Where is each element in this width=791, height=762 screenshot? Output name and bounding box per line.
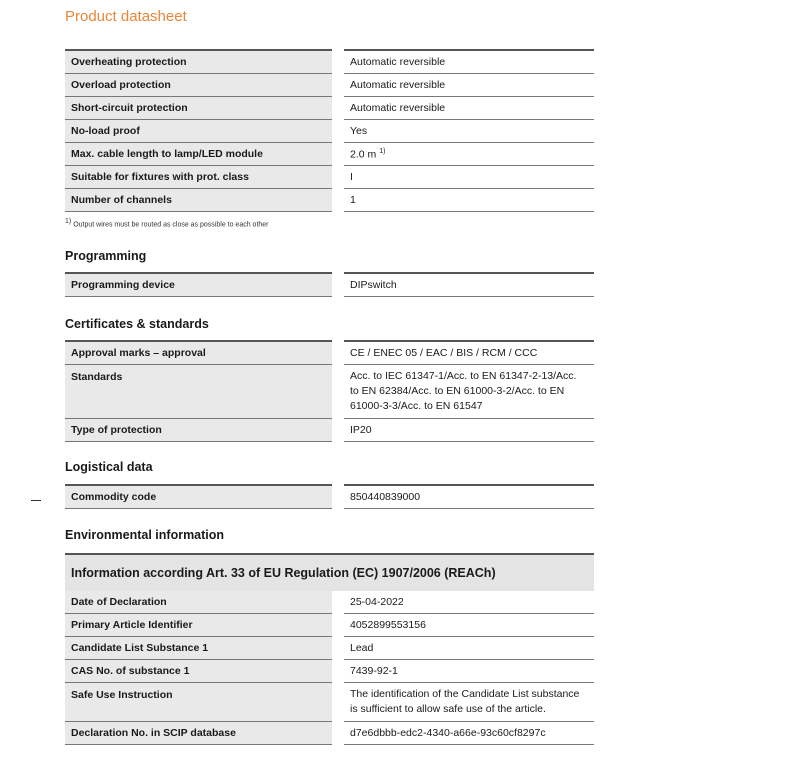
row-label: Candidate List Substance 1 [65,637,338,660]
reach-header [65,553,594,591]
section-title-environmental: Environmental information [65,528,225,542]
row-value: 4052899553156 [338,614,594,637]
table-row [65,485,594,509]
row-value: CE / ENEC 05 / EAC / BIS / RCM / CCC [338,341,594,365]
row-label: Number of channels [65,189,338,212]
footnote-ref: 1) [379,147,386,155]
protection-table [65,49,594,212]
section-title-certificates: Certificates & standards [65,317,209,331]
table-row [65,419,594,442]
row-value: Automatic reversible [338,97,594,120]
programming-table [65,272,594,297]
row-label: Overload protection [65,74,338,97]
row-label: Programming device [65,273,338,297]
table-row [65,189,594,212]
value-text: 2.0 m [350,148,377,161]
row-label: Max. cable length to lamp/LED module [65,143,338,166]
row-label: Short-circuit protection [65,97,338,120]
margin-dash [31,500,41,501]
table-row [65,273,594,297]
row-label: Date of Declaration [65,591,338,614]
row-value: 850440839000 [338,485,594,509]
table-row [65,365,594,419]
table-row [65,591,594,614]
row-value: DIPswitch [338,273,594,297]
row-value: Acc. to IEC 61347-1/Acc. to EN 61347-2-13/Acc. to EN 62384/Acc. to EN 61000-3-2/Acc. to EN 61000-3-3/Acc. to EN 61547 [338,365,594,419]
row-label: Overheating protection [65,50,338,74]
table-row [65,50,594,74]
table-row [65,74,594,97]
row-label: Approval marks – approval [65,341,338,365]
row-label: No-load proof [65,120,338,143]
footnote-mark: 1) [65,218,72,225]
table-row [65,722,594,745]
row-label: CAS No. of substance 1 [65,660,338,683]
table-row [65,97,594,120]
table-row [65,143,594,166]
row-value: 1 [338,189,594,212]
row-label: Declaration No. in SCIP database [65,722,338,745]
row-value: 7439-92-1 [338,660,594,683]
table-row [65,637,594,660]
row-label: Suitable for fixtures with prot. class [65,166,338,189]
certificates-table [65,340,594,442]
row-label: Primary Article Identifier [65,614,338,637]
row-label: Commodity code [65,485,338,509]
table-row [65,341,594,365]
row-value: The identification of the Candidate List substance is sufficient to allow safe use of the article. [338,683,594,722]
row-value: Lead [338,637,594,660]
row-label: Safe Use Instruction [65,683,338,722]
environmental-table [65,591,594,745]
section-title-programming: Programming [65,249,147,263]
row-value: Automatic reversible [338,74,594,97]
row-value [338,143,594,166]
row-value: d7e6dbbb-edc2-4340-a66e-93c60cf8297c [338,722,594,745]
row-value: Automatic reversible [338,50,594,74]
footnote-text: Output wires must be routed as close as possible to each other [73,221,269,229]
reach-title: Information according Art. 33 of EU Regulation (EC) 1907/2006 (REACh) [71,566,496,580]
table-row [65,614,594,637]
logistical-table [65,484,594,509]
row-value: 25-04-2022 [338,591,594,614]
footnote [65,218,269,228]
row-value: I [338,166,594,189]
row-label: Standards [65,365,338,419]
row-label: Type of protection [65,419,338,442]
table-row [65,120,594,143]
table-row [65,683,594,722]
table-row [65,660,594,683]
page-title: Product datasheet [65,8,187,25]
table-row [65,166,594,189]
section-title-logistical: Logistical data [65,460,153,474]
row-value: IP20 [338,419,594,442]
row-value: Yes [338,120,594,143]
